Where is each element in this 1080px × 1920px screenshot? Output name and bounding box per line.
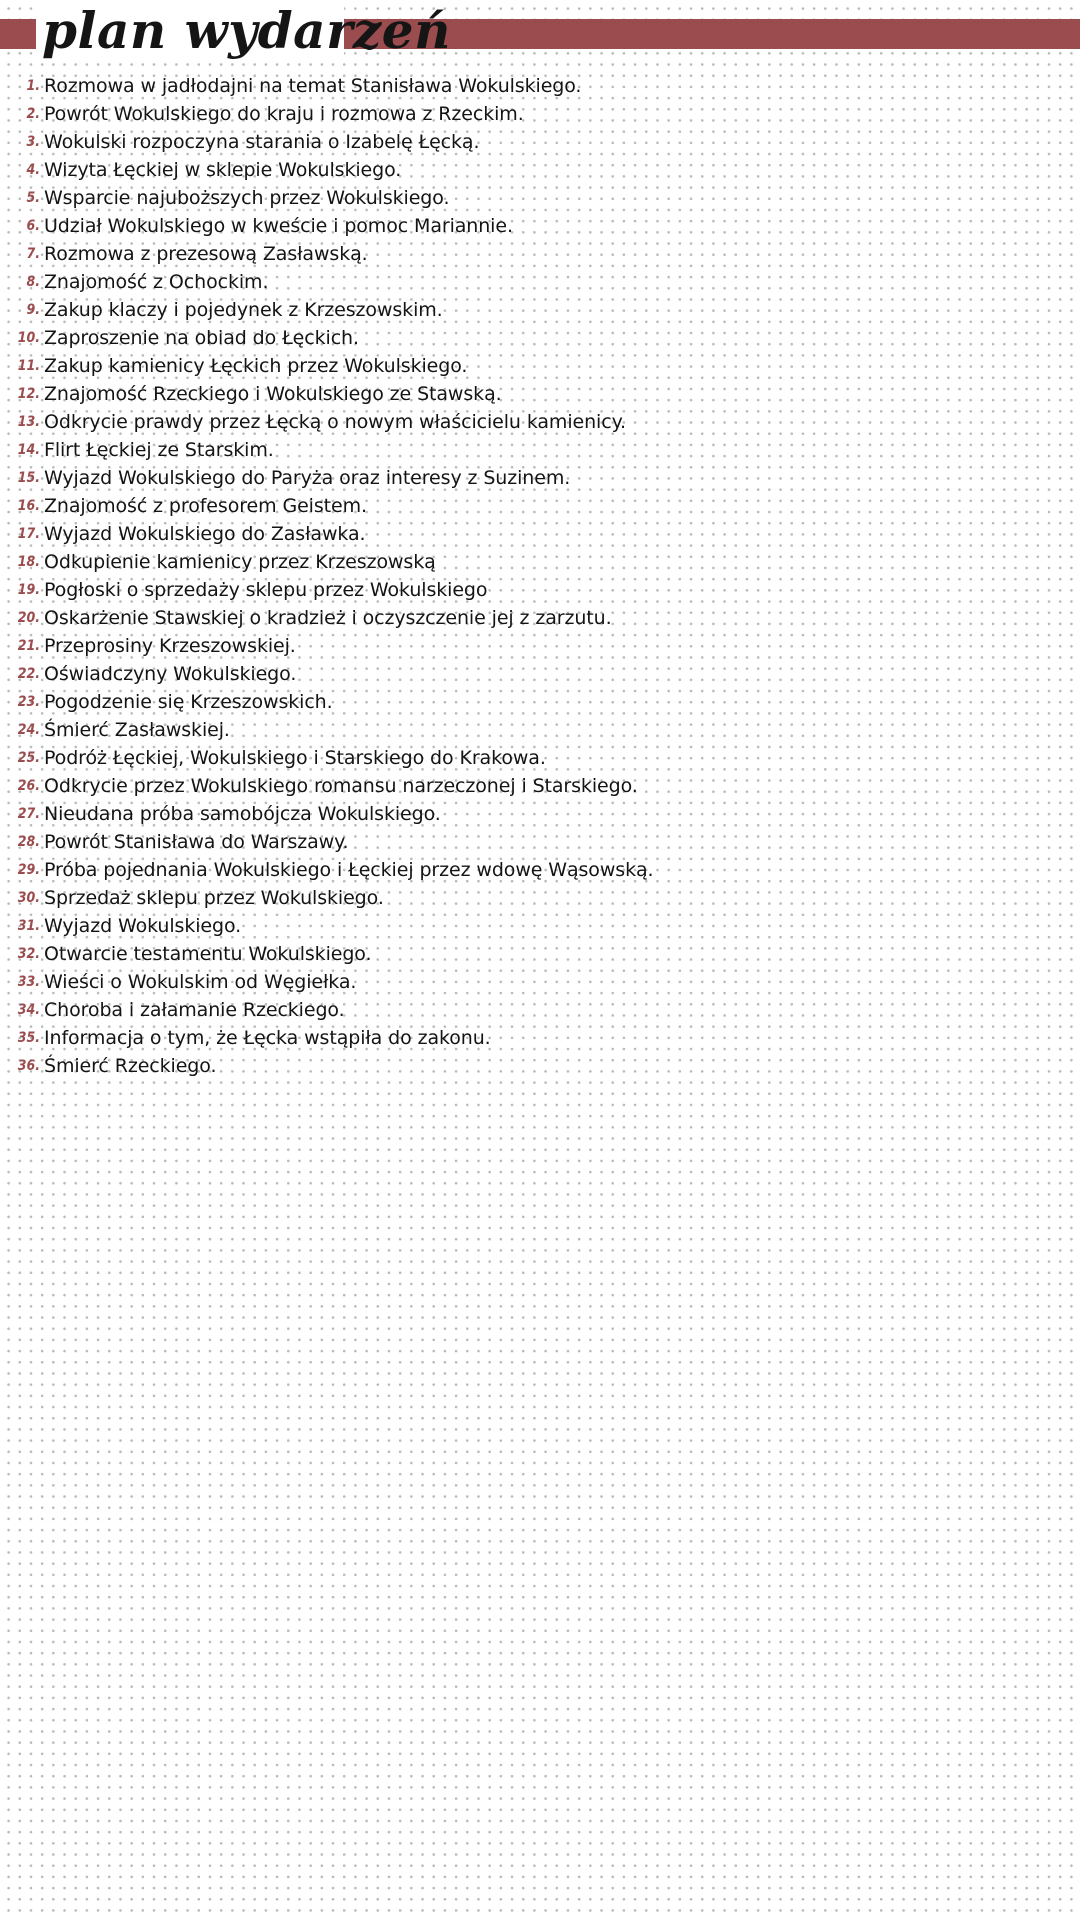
- event-item: [0, 268, 653, 296]
- event-text: Udział Wokulskiego w kweście i pomoc Mariannie.: [44, 214, 513, 237]
- event-item: [0, 380, 653, 408]
- event-text: Powrót Stanisława do Warszawy.: [44, 830, 349, 853]
- event-item: [0, 408, 653, 436]
- event-text: Odkupienie kamienicy przez Krzeszowską: [44, 550, 436, 573]
- event-number: 30.: [17, 889, 40, 906]
- event-number: 15.: [17, 469, 40, 486]
- event-number: 9.: [26, 301, 40, 318]
- event-text: Odkrycie prawdy przez Łęcką o nowym właścicielu kamienicy.: [44, 410, 626, 433]
- event-number: 4.: [26, 161, 40, 178]
- event-item: [0, 436, 653, 464]
- event-item: [0, 940, 653, 968]
- event-text: Znajomość z Ochockim.: [44, 270, 269, 293]
- event-item: [0, 492, 653, 520]
- event-number: 33.: [17, 973, 40, 990]
- event-item: [0, 968, 653, 996]
- event-text: Zaproszenie na obiad do Łęckich.: [44, 326, 359, 349]
- event-text: Wyjazd Wokulskiego do Zasławka.: [44, 522, 366, 545]
- event-item: [0, 296, 653, 324]
- event-item: [0, 996, 653, 1024]
- event-item: [0, 128, 653, 156]
- event-number: 2.: [26, 105, 40, 122]
- event-number: 35.: [17, 1029, 40, 1046]
- events-list: [0, 72, 653, 1080]
- event-text: Znajomość z profesorem Geistem.: [44, 494, 367, 517]
- event-number: 25.: [17, 749, 40, 766]
- event-number: 29.: [17, 861, 40, 878]
- event-item: [0, 856, 653, 884]
- event-number: 34.: [17, 1001, 40, 1018]
- event-number: 28.: [17, 833, 40, 850]
- event-text: Rozmowa w jadłodajni na temat Stanisława Wokulskiego.: [44, 74, 582, 97]
- event-number: 32.: [17, 945, 40, 962]
- event-number: 12.: [17, 385, 40, 402]
- event-text: Oświadczyny Wokulskiego.: [44, 662, 297, 685]
- event-text: Próba pojednania Wokulskiego i Łęckiej przez wdowę Wąsowską.: [44, 858, 654, 881]
- event-text: Wokulski rozpoczyna starania o Izabelę Łęcką.: [44, 130, 480, 153]
- event-item: [0, 576, 653, 604]
- event-number: 6.: [26, 217, 40, 234]
- event-item: [0, 772, 653, 800]
- event-item: [0, 184, 653, 212]
- event-item: [0, 548, 653, 576]
- event-text: Przeprosiny Krzeszowskiej.: [44, 634, 296, 657]
- event-number: 8.: [26, 273, 40, 290]
- event-text: Flirt Łęckiej ze Starskim.: [44, 438, 274, 461]
- event-text: Zakup klaczy i pojedynek z Krzeszowskim.: [44, 298, 443, 321]
- event-number: 11.: [17, 357, 40, 374]
- event-text: Podróż Łęckiej, Wokulskiego i Starskiego do Krakowa.: [44, 746, 546, 769]
- event-text: Wsparcie najuboższych przez Wokulskiego.: [44, 186, 450, 209]
- event-item: [0, 604, 653, 632]
- event-text: Oskarżenie Stawskiej o kradzież i oczyszczenie jej z zarzutu.: [44, 606, 612, 629]
- event-item: [0, 100, 653, 128]
- event-item: [0, 156, 653, 184]
- event-number: 19.: [17, 581, 40, 598]
- event-item: [0, 744, 653, 772]
- event-item: [0, 520, 653, 548]
- event-item: [0, 884, 653, 912]
- event-text: Odkrycie przez Wokulskiego romansu narzeczonej i Starskiego.: [44, 774, 638, 797]
- event-text: Pogłoski o sprzedaży sklepu przez Wokulskiego: [44, 578, 488, 601]
- event-number: 21.: [17, 637, 40, 654]
- event-number: 3.: [26, 133, 40, 150]
- event-item: [0, 352, 653, 380]
- event-text: Powrót Wokulskiego do kraju i rozmowa z Rzeckim.: [44, 102, 524, 125]
- event-item: [0, 660, 653, 688]
- event-text: Choroba i załamanie Rzeckiego.: [44, 998, 345, 1021]
- event-text: Informacja o tym, że Łęcka wstąpiła do zakonu.: [44, 1026, 491, 1049]
- event-number: 24.: [17, 721, 40, 738]
- event-number: 10.: [17, 329, 40, 346]
- event-number: 26.: [17, 777, 40, 794]
- event-item: [0, 716, 653, 744]
- event-number: 18.: [17, 553, 40, 570]
- event-text: Wieści o Wokulskim od Węgiełka.: [44, 970, 357, 993]
- event-number: 36.: [17, 1057, 40, 1074]
- event-number: 1.: [26, 77, 40, 94]
- event-text: Śmierć Rzeckiego.: [44, 1054, 217, 1077]
- event-text: Nieudana próba samobójcza Wokulskiego.: [44, 802, 441, 825]
- event-text: Pogodzenie się Krzeszowskich.: [44, 690, 333, 713]
- event-number: 16.: [17, 497, 40, 514]
- event-number: 14.: [17, 441, 40, 458]
- event-number: 22.: [17, 665, 40, 682]
- event-number: 17.: [17, 525, 40, 542]
- event-text: Sprzedaż sklepu przez Wokulskiego.: [44, 886, 384, 909]
- event-item: [0, 632, 653, 660]
- event-item: [0, 464, 653, 492]
- event-item: [0, 912, 653, 940]
- event-item: [0, 324, 653, 352]
- event-text: Wyjazd Wokulskiego do Paryża oraz interesy z Suzinem.: [44, 466, 571, 489]
- event-item: [0, 72, 653, 100]
- event-item: [0, 240, 653, 268]
- event-number: 23.: [17, 693, 40, 710]
- event-number: 5.: [26, 189, 40, 206]
- event-item: [0, 828, 653, 856]
- event-item: [0, 1024, 653, 1052]
- event-text: Znajomość Rzeckiego i Wokulskiego ze Stawską.: [44, 382, 502, 405]
- event-text: Zakup kamienicy Łęckich przez Wokulskiego.: [44, 354, 468, 377]
- event-item: [0, 800, 653, 828]
- event-item: [0, 1052, 653, 1080]
- event-number: 7.: [26, 245, 40, 262]
- event-item: [0, 212, 653, 240]
- event-number: 13.: [17, 413, 40, 430]
- page-title: plan wydarzeń: [42, 1, 451, 60]
- event-number: 31.: [17, 917, 40, 934]
- event-text: Śmierć Zasławskiej.: [44, 718, 230, 741]
- event-text: Otwarcie testamentu Wokulskiego.: [44, 942, 372, 965]
- event-text: Rozmowa z prezesową Zasławską.: [44, 242, 368, 265]
- event-item: [0, 688, 653, 716]
- event-text: Wizyta Łęckiej w sklepie Wokulskiego.: [44, 158, 402, 181]
- event-number: 27.: [17, 805, 40, 822]
- event-text: Wyjazd Wokulskiego.: [44, 914, 242, 937]
- event-number: 20.: [17, 609, 40, 626]
